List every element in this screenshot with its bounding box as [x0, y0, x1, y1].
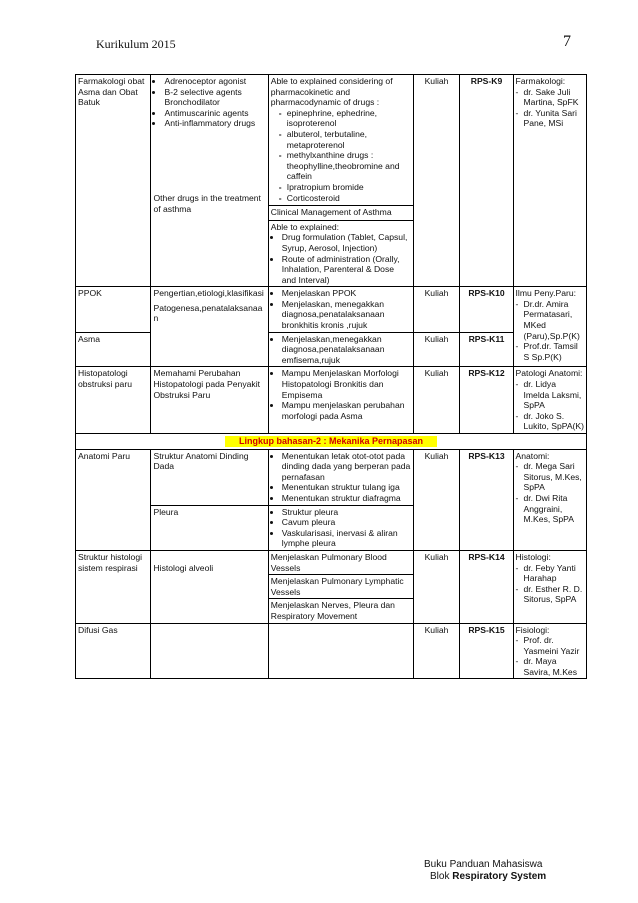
topic-cell: Histopatologi obstruksi paru [76, 367, 151, 434]
code-cell: RPS-K12 [460, 367, 513, 434]
lecturer-name: - dr. Lidya Imelda Laksmi, SpPA [524, 379, 584, 411]
lecturer-cell [513, 367, 586, 434]
topic-cell: PPOK [76, 287, 151, 332]
subtopic-cell: Memahami Perubahan Histopatologi pada Penyakit Obstruksi Paru [151, 367, 268, 434]
subtopic-cell: Pleura [151, 505, 268, 550]
list-item: • Drug formulation (Tablet, Capsul, Syrup, Aerosol, Injection) [282, 232, 411, 253]
lecturer-name: - Dr.dr. Amira Permatasari, MKed (Paru),Sp.P(K) [524, 299, 584, 341]
lecturer-dept: Ilmu Peny.Paru: [515, 288, 577, 299]
method-cell: Kuliah [413, 449, 460, 550]
lecturer-name: - Prof.dr. Tamsil S Sp.P(K) [524, 341, 584, 362]
subtopic-a: Pengertian,etiologi,klasifikasi [153, 288, 264, 299]
objective-explained [269, 220, 413, 286]
lecturer-name: - Prof. dr. Yasmeini Yazir [524, 635, 584, 656]
method-cell: Kuliah [413, 75, 460, 287]
subtopic-other: Other drugs in the treatment of asthma [153, 192, 261, 214]
footer-line2 [424, 871, 546, 883]
section-title: Lingkup bahasan-2 : Mekanika Pernapasan [225, 436, 437, 447]
list-item: • Route of administration (Orally, Inhalation, Parenteral & Dose and Interval) [282, 254, 411, 286]
objective-cell [268, 75, 413, 287]
lecturer-name: - dr. Mega Sari Sitorus, M.Kes, SpPA [524, 461, 584, 493]
objective-clinical: Clinical Management of Asthma [269, 205, 413, 218]
objective-cell [268, 287, 413, 332]
lecturer-dept: Fisiologi: [515, 624, 550, 635]
method-cell: Kuliah [413, 287, 460, 332]
header-title: Kurikulum 2015 [96, 37, 176, 51]
lecturer-name: - dr. Dwi Rita Anggraini, M.Kes, SpPA [524, 493, 584, 525]
table-row [76, 75, 587, 287]
topic-cell: Anatomi Paru [76, 449, 151, 550]
topic-cell: Farmakologi obat Asma dan Obat Batuk [76, 75, 151, 287]
list-item: • Menjelaskan, menegakkan diagnosa,penatalaksanaan bronkhitis kronis ,rujuk [282, 299, 411, 331]
list-item: • Menentukan struktur tulang iga [282, 482, 411, 493]
lecturer-name: - dr. Esther R. D. Sitorus, SpPA [524, 584, 584, 605]
subtopic-cell: Histologi alveoli [151, 550, 268, 623]
list-item: • Menentukan letak otot-otot pada dinding dada yang berperan pada pernafasan [282, 451, 411, 483]
subtopic-cell: Struktur Anatomi Dinding Dada [151, 449, 268, 505]
list-item: - epinephrine, ephedrine, isoproterenol [287, 108, 411, 129]
footer [424, 859, 546, 883]
objective-item: Menjelaskan Pulmonary Blood Vessels [270, 551, 387, 573]
lecturer-cell [513, 287, 586, 367]
table-row [76, 550, 587, 623]
section-row [76, 434, 587, 450]
table-row [76, 623, 587, 679]
list-item: • Adrenoceptor agonist [164, 76, 265, 87]
objective-intro: Able to explained considering of pharmacokinetic and pharmacodynamic of drugs : [270, 76, 393, 108]
objective-cell [268, 505, 413, 550]
objective-item: Menjelaskan Pulmonary Lymphatic Vessels [269, 574, 413, 598]
lecturer-cell [513, 623, 586, 679]
code-cell: RPS-K14 [460, 550, 513, 623]
objective-cell [268, 550, 413, 623]
list-item: • Anti-inflammatory drugs [164, 118, 265, 129]
list-item: • Menjelaskan,menegakkan diagnosa,penatalaksanaan emfisema,rujuk [282, 334, 411, 366]
topic-cell: Struktur histologi sistem respirasi [76, 550, 151, 623]
footer-line1: Buku Panduan Mahasiswa [424, 859, 543, 870]
list-item: • Menjelaskan PPOK [282, 288, 411, 299]
lecturer-dept: Anatomi: [515, 450, 550, 461]
lecturer-dept: Farmakologi: [515, 76, 566, 86]
list-item: - Ipratropium bromide [287, 182, 411, 193]
objective-cell [268, 367, 413, 434]
method-cell: Kuliah [413, 332, 460, 367]
subtopic-b: Patogenesa,penatalaksanaan [153, 302, 263, 324]
list-item: • Antimuscarinic agents [164, 108, 265, 119]
table-row [76, 367, 587, 434]
lecturer-dept: Patologi Anatomi: [515, 368, 583, 379]
list-item: • B-2 selective agents Bronchodilator [164, 87, 265, 108]
list-item: • Cavum pleura [282, 517, 411, 528]
lecturer-name: - dr. Sake Juli Martina, SpFK [524, 87, 584, 108]
page-number: 7 [563, 33, 571, 50]
subtopic-cell [151, 623, 268, 679]
subtopic-cell [151, 287, 268, 367]
lecturer-name: - dr. Joko S. Lukito, SpPA(K) [524, 411, 584, 432]
objective-cell [268, 332, 413, 367]
list-item: • Mampu menjelaskan perubahan morfologi pada Asma [282, 400, 411, 421]
code-cell: RPS-K11 [460, 332, 513, 367]
code-cell: RPS-K9 [460, 75, 513, 287]
topic-cell: Asma [76, 332, 151, 367]
lecturer-name: - dr. Yunita Sari Pane, MSi [524, 108, 584, 129]
table-row [76, 449, 587, 505]
objective-explained-label: Able to explained: [270, 221, 340, 232]
list-item: • Struktur pleura [282, 507, 411, 518]
list-item: • Mampu Menjelaskan Morfologi Histopatologi Bronkitis dan Empisema [282, 368, 411, 400]
footer-prefix: Blok [430, 871, 450, 882]
objective-cell [268, 623, 413, 679]
method-cell: Kuliah [413, 367, 460, 434]
lecturer-cell [513, 550, 586, 623]
curriculum-table [75, 74, 587, 679]
method-cell: Kuliah [413, 550, 460, 623]
list-item: - Corticosteroid [287, 193, 411, 204]
code-cell: RPS-K10 [460, 287, 513, 332]
lecturer-name: - dr. Maya Savira, M.Kes [524, 656, 584, 677]
list-item: • Vaskularisasi, inervasi & aliran lymphe pleura [282, 528, 411, 549]
objective-cell [268, 449, 413, 505]
lecturer-name: - dr. Feby Yanti Harahap [524, 563, 584, 584]
objective-item: Menjelaskan Nerves, Pleura dan Respiratory Movement [269, 598, 413, 622]
topic-cell: Difusi Gas [76, 623, 151, 679]
list-item: • Menentukan struktur diafragma [282, 493, 411, 504]
method-cell: Kuliah [413, 623, 460, 679]
lecturer-cell [513, 75, 586, 287]
table-row [76, 287, 587, 332]
list-item: - albuterol, terbutaline, metaproterenol [287, 129, 411, 150]
code-cell: RPS-K13 [460, 449, 513, 550]
lecturer-cell [513, 449, 586, 550]
lecturer-dept: Histologi: [515, 551, 551, 562]
footer-block-name: Respiratory System [452, 871, 547, 882]
code-cell: RPS-K15 [460, 623, 513, 679]
subtopic-cell [151, 75, 268, 287]
list-item: - methylxanthine drugs : theophylline,theobromine and caffein [287, 150, 411, 182]
